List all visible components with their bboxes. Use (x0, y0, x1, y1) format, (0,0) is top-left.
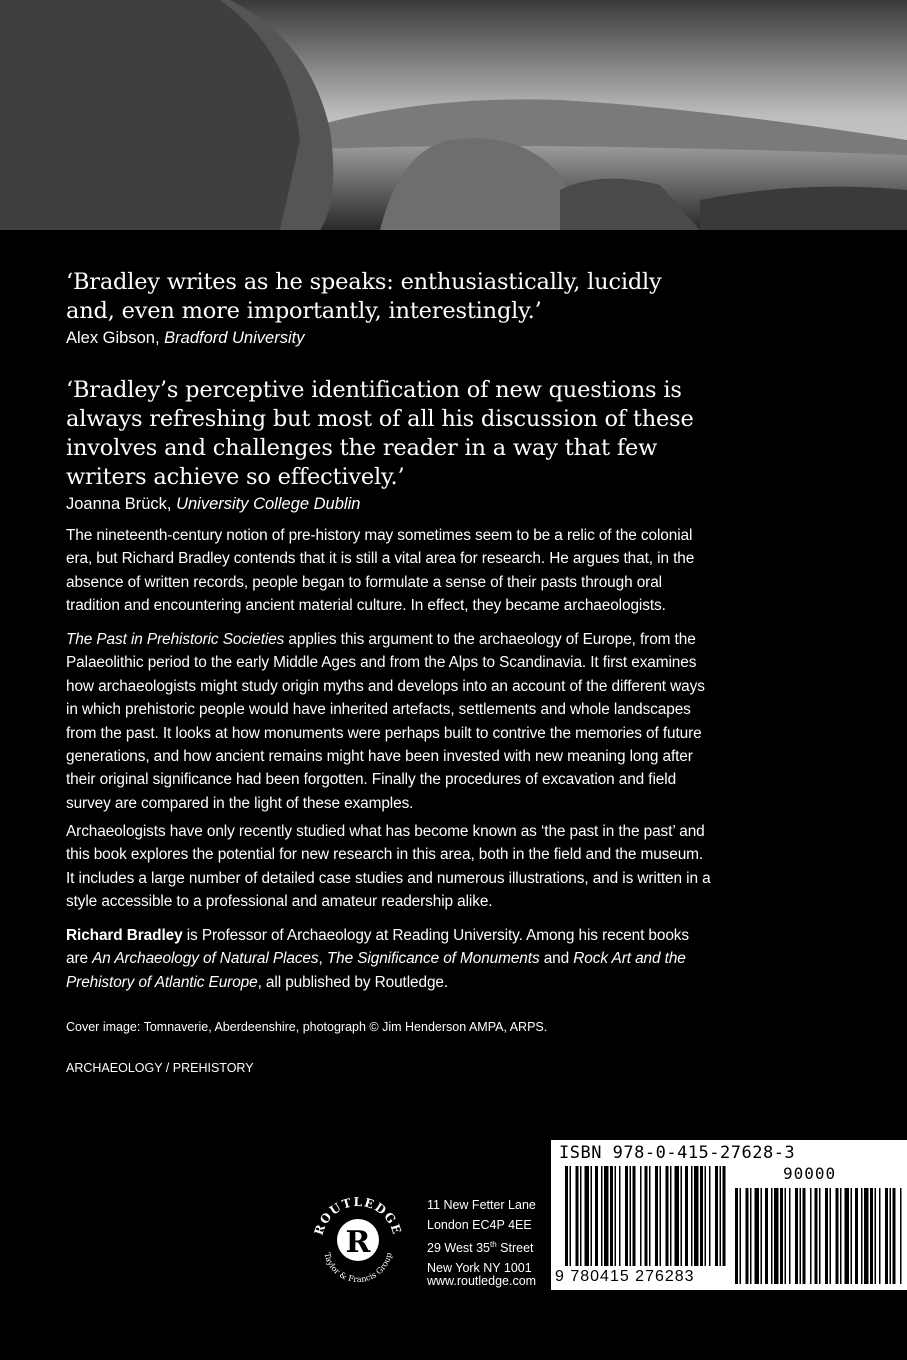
barcode-bar (709, 1166, 711, 1266)
landscape-photo-icon (0, 0, 907, 230)
barcode-bar (580, 1166, 582, 1266)
barcode-bar (660, 1166, 662, 1266)
publisher-address (427, 1196, 536, 1278)
author-bio (66, 924, 711, 994)
barcode-bar (845, 1188, 850, 1284)
address-line: London EC4P 4EE (427, 1217, 532, 1232)
barcode-bar (715, 1166, 718, 1266)
barcode-bar (851, 1188, 853, 1284)
barcode-bar (870, 1188, 873, 1284)
barcode-bar (655, 1166, 658, 1266)
author-name: Richard Bradley (66, 927, 183, 944)
barcode-bar (879, 1188, 881, 1284)
book-title: An Archaeology of Natural Places (92, 950, 319, 968)
logo-text-top: ROUTLEDGE (311, 1194, 405, 1237)
description-paragraph-2 (66, 628, 711, 815)
barcode-bar (750, 1188, 752, 1284)
barcode-bar (890, 1188, 892, 1284)
price-code: 90000 (783, 1164, 837, 1183)
address-street: 29 West 35 (427, 1241, 491, 1256)
barcode-bar (694, 1166, 699, 1266)
barcode-bar (591, 1166, 593, 1266)
barcode-bar (755, 1188, 760, 1284)
review-quote-1 (66, 268, 716, 349)
barcode-bar (825, 1188, 828, 1284)
quote-attribution (66, 493, 716, 515)
address-line: 11 New Fetter Lane (427, 1198, 536, 1212)
book-title: The Significance of Monuments (326, 950, 540, 968)
barcode-bar (604, 1166, 609, 1266)
barcode-bar (625, 1166, 628, 1266)
quote-author: Alex Gibson, (66, 329, 160, 347)
barcode-bar (720, 1166, 722, 1266)
routledge-seal-icon (308, 1190, 408, 1290)
barcode-bar (619, 1166, 621, 1266)
barcode-bar (774, 1188, 779, 1284)
barcode-bar (570, 1166, 572, 1266)
barcode-bar (615, 1166, 617, 1266)
description-paragraph-1: The nineteenth-century notion of pre-history may sometimes seem to be a relic of the colonial era, but Richard Bradley contends that it is still a vital area for research. He argues that, in the absence of written records, people began to formulate a sense of their pasts through oral tradition and encountering ancient material culture. In effect, they became archaeologists. (66, 527, 695, 615)
barcode-bar (649, 1166, 651, 1266)
quote-affiliation: Bradford University (164, 329, 305, 347)
quote-attribution (66, 327, 716, 349)
quote-text: ‘Bradley writes as he speaks: enthusiastically, lucidly and, even more importantly, interestingly.’ (66, 269, 662, 324)
review-quote-2 (66, 376, 716, 515)
barcode-bar (740, 1188, 742, 1284)
address-line: New York NY 1001 (427, 1260, 532, 1275)
isbn-number: ISBN 978-0-415-27628-3 (559, 1143, 796, 1163)
barcode-bar (815, 1188, 818, 1284)
publisher-website[interactable]: www.routledge.com (427, 1274, 537, 1288)
barcode-bar (610, 1166, 613, 1266)
barcode-bar (670, 1166, 672, 1266)
barcode-bar (875, 1188, 877, 1284)
barcode-bar (746, 1188, 749, 1284)
barcode-bar (795, 1188, 798, 1284)
paragraph-text: applies this argument to the archaeology of Europe, from the Palaeolithic period to the early Middle Ages and from the Alps to Scandinavia. It first examines how archaeologists might study origin myths and develops into an account of the different ways in which prehistoric people would have inherited artefacts, settlements and whole landscapes from the past. It looks at how monuments were perhaps built to contrive the memories of future generations, and how ancient remains might have been invested with new meaning long after their original significance had been forgotten. Finally the procedures of excavation and field survey are compared in the light of these examples. (66, 631, 705, 812)
barcode-bar (893, 1188, 896, 1284)
logo-text-bottom: Taylor & Francis Group (322, 1251, 394, 1285)
barcode-bar (885, 1188, 888, 1284)
bio-text: , (318, 950, 327, 968)
subject-category: ARCHAEOLOGY / PREHISTORY (66, 1061, 254, 1075)
barcode-bar (761, 1188, 763, 1284)
barcode-bar (800, 1188, 802, 1284)
barcode-bar (840, 1188, 842, 1284)
bio-text: and (539, 950, 574, 968)
barcode-bar (633, 1166, 636, 1266)
barcode-bar (855, 1188, 858, 1284)
logo-letter: R (345, 1225, 371, 1260)
barcode-bar (640, 1166, 642, 1266)
barcode-bar (630, 1166, 632, 1266)
barcode-bar (601, 1166, 603, 1266)
barcode-bar (576, 1166, 579, 1266)
barcode-bar (810, 1188, 812, 1284)
barcode-bar (819, 1188, 821, 1284)
barcode-bar (645, 1166, 648, 1266)
bio-text: is Professor of Archaeology at Reading University. Among his recent books are (66, 927, 689, 968)
barcode (551, 1140, 907, 1290)
description-paragraph-3: Archaeologists have only recently studied what has become known as ‘the past in the past’ and this book explores the potential for new research in this area, both in the field and the museum. It includes a large number of detailed case studies and numerous illustrations, and is written in a style accessible to a professional and amateur readership alike. (66, 823, 711, 911)
quote-text: ‘Bradley’s perceptive identification of new questions is always refreshing but most of all his discussion of these involves and challenges the reader in a way that few writers achieve so effectively.’ (66, 377, 694, 490)
ean-number: 9 780415 276283 (555, 1268, 695, 1285)
address-sup: th (490, 1240, 497, 1249)
barcode-bar (785, 1188, 787, 1284)
barcode-bar (585, 1166, 590, 1266)
barcode-bar (780, 1188, 783, 1284)
barcode-bar (675, 1166, 680, 1266)
barcode-bar (681, 1166, 683, 1266)
barcode-bar (705, 1166, 707, 1266)
quote-author: Joanna Brück, (66, 495, 172, 513)
barcode-bar (700, 1166, 703, 1266)
book-title: Rock Art and the Prehistory of Atlantic Europe (66, 950, 686, 991)
cover-image-credit: Cover image: Tomnaverie, Aberdeenshire, photograph © Jim Henderson AMPA, ARPS. (66, 1020, 548, 1034)
barcode-bar (864, 1188, 869, 1284)
barcode-bar (803, 1188, 806, 1284)
barcode-bar (836, 1188, 839, 1284)
barcode-bar (565, 1166, 568, 1266)
book-title: The Past in Prehistoric Societies (66, 631, 285, 648)
barcode-bar (595, 1166, 598, 1266)
address-street-rest: Street (496, 1241, 534, 1256)
barcode-bar (735, 1188, 738, 1284)
barcode-bar (691, 1166, 693, 1266)
barcode-bar (771, 1188, 773, 1284)
barcode-bar (861, 1188, 863, 1284)
bio-text: , all published by Routledge. (257, 973, 449, 991)
barcode-bar (900, 1188, 902, 1284)
barcode-bar (830, 1188, 832, 1284)
barcode-bar (765, 1188, 768, 1284)
barcode-bar (723, 1166, 726, 1266)
barcode-bar (789, 1188, 791, 1284)
barcode-bar (666, 1166, 669, 1266)
barcode-bar (685, 1166, 688, 1266)
routledge-logo (308, 1190, 408, 1290)
cover-photo (0, 0, 907, 230)
quote-affiliation: University College Dublin (176, 495, 361, 513)
address-line (427, 1235, 536, 1259)
